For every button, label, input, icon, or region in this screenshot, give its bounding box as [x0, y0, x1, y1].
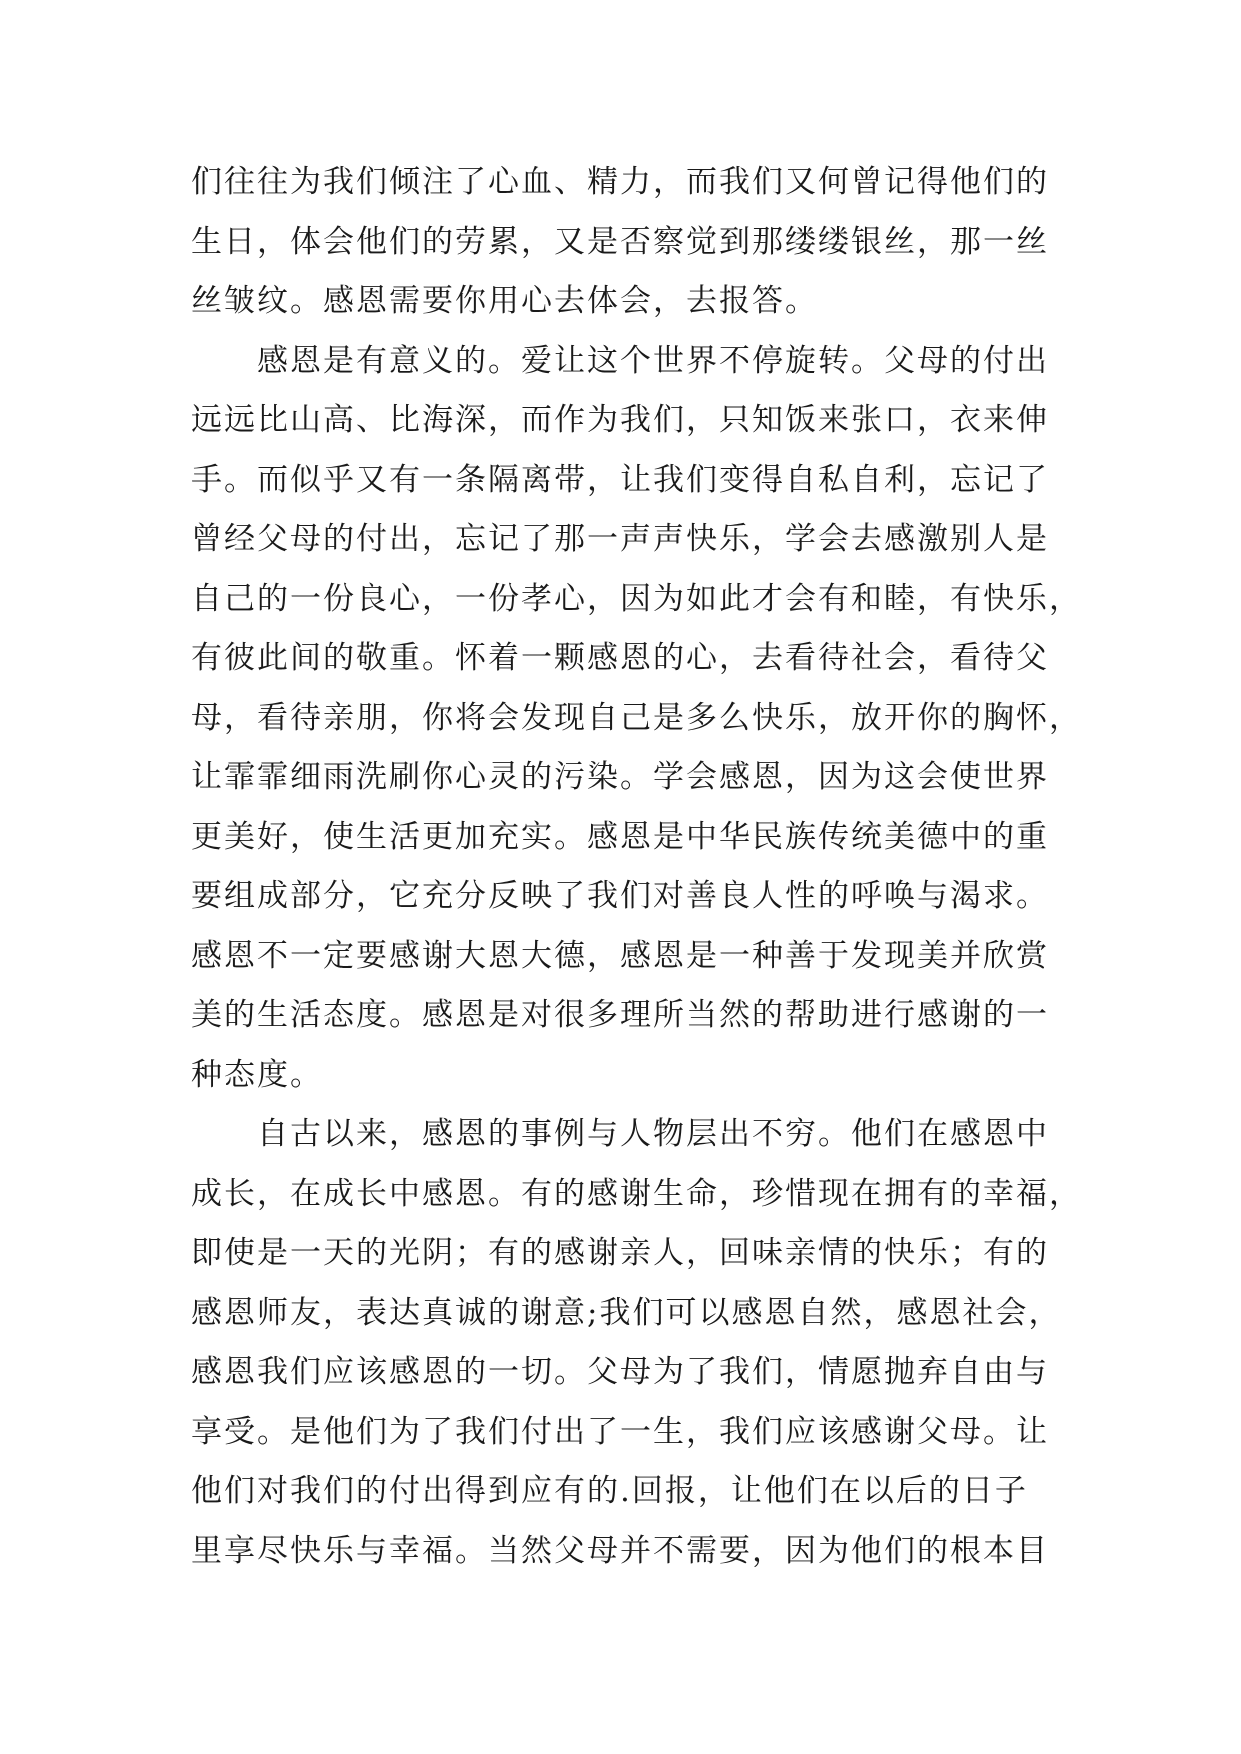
paragraph-1-line-2: 生日，体会他们的劳累，又是否察觉到那缕缕银丝，那一丝	[191, 223, 1049, 260]
paragraph-2-line-2: 远远比山高、比海深，而作为我们，只知饭来张口，衣来伸	[191, 402, 1049, 438]
body-text	[191, 153, 1082, 1581]
paragraph-3-line-6: 享受。是他们为了我们付出了一生，我们应该感谢父母。让	[191, 1413, 1049, 1450]
paragraph-2-line-12: 美的生活态度。感恩是对很多理所当然的帮助进行感谢的一	[191, 997, 1049, 1033]
paragraph-3-line-2: 成长，在成长中感恩。有的感谢生命，珍惜现在拥有的幸福，	[191, 1175, 1082, 1212]
paragraph-2-line-10: 要组成部分，它充分反映了我们对善良人性的呼唤与渴求。	[191, 878, 1049, 914]
paragraph-2-line-9: 更美好，使生活更加充实。感恩是中华民族传统美德中的重	[191, 818, 1049, 855]
paragraph-1-line-3: 丝皱纹。感恩需要你用心去体会，去报答。	[191, 283, 818, 319]
paragraph-1-line-1: 们往往为我们倾注了心血、精力，而我们又何曾记得他们的	[191, 164, 1049, 200]
paragraph-2-line-11: 感恩不一定要感谢大恩大德，感恩是一种善于发现美并欣赏	[191, 937, 1049, 974]
paragraph-2-line-8: 让霏霏细雨洗刷你心灵的污染。学会感恩，因为这会使世界	[191, 759, 1049, 795]
paragraph-2-line-6: 有彼此间的敬重。怀着一颗感恩的心，去看待社会，看待父	[191, 640, 1049, 676]
paragraph-2-line-4: 曾经父母的付出，忘记了那一声声快乐，学会去感激别人是	[191, 521, 1049, 557]
paragraph-3-line-1: 自古以来，感恩的事例与人物层出不穷。他们在感恩中	[257, 1116, 1049, 1152]
paragraph-2-line-13: 种态度。	[191, 1056, 323, 1093]
paragraph-3-line-4: 感恩师友，表达真诚的谢意;我们可以感恩自然，感恩社会，	[191, 1294, 1062, 1331]
paragraph-2-line-1: 感恩是有意义的。爱让这个世界不停旋转。父母的付出	[257, 342, 1049, 379]
paragraph-3-line-5: 感恩我们应该感恩的一切。父母为了我们，情愿抛弃自由与	[191, 1354, 1049, 1390]
paragraph-3-line-8: 里享尽快乐与幸福。当然父母并不需要，因为他们的根本目	[191, 1532, 1049, 1569]
paragraph-2-line-7: 母，看待亲朋，你将会发现自己是多么快乐，放开你的胸怀，	[191, 699, 1082, 736]
paragraph-3-line-3: 即使是一天的光阴；有的感谢亲人，回味亲情的快乐；有的	[191, 1235, 1049, 1271]
paragraph-3-line-7: 他们对我们的付出得到应有的.回报，让他们在以后的日子	[191, 1473, 1028, 1509]
paragraph-2-line-5: 自己的一份良心，一份孝心，因为如此才会有和睦，有快乐，	[191, 580, 1082, 617]
paragraph-2-line-3: 手。而似乎又有一条隔离带，让我们变得自私自利，忘记了	[191, 461, 1049, 498]
